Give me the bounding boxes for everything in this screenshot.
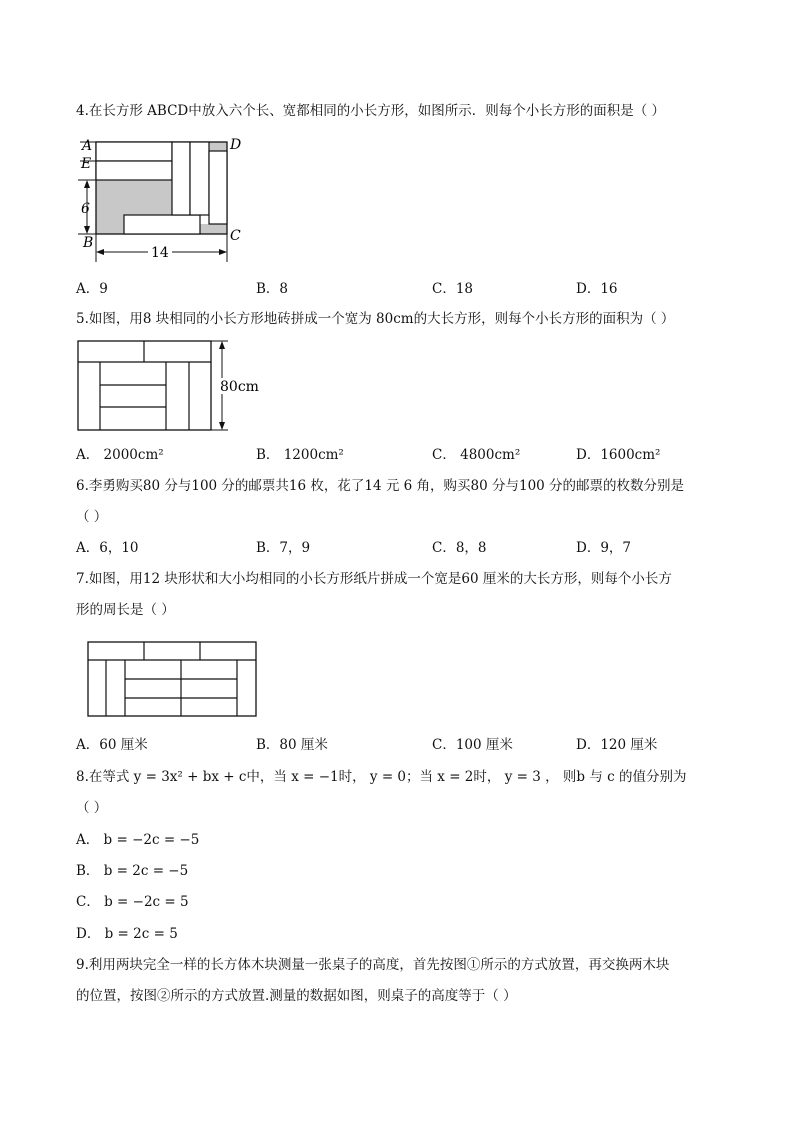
q7-stem-line2: 形的周长是（ ） — [76, 602, 175, 618]
q4-option-d: D．16 — [576, 281, 618, 297]
q7-option-a: A．60 厘米 — [76, 737, 148, 753]
q9-stem-line1: 9.利用两块完全一样的长方体木块测量一张桌子的高度，首先按图①所示的方式放置，再交换两木块 — [76, 957, 670, 973]
q5-stem: 5.如图，用8 块相同的小长方形地砖拼成一个宽为 80cm的大长方形，则每个小长方形的面积为（ ） — [76, 311, 675, 327]
q4-label-6: 6 — [81, 201, 90, 217]
q7-option-c: C．100 厘米 — [432, 737, 513, 753]
q8-option-d: D． b = 2c = 5 — [76, 926, 178, 942]
q6-option-a: A．6，10 — [76, 540, 139, 556]
q4-label-d: D — [230, 137, 242, 153]
q4-label-14: 14 — [151, 245, 169, 261]
q7-option-d: D．120 厘米 — [576, 737, 658, 753]
q5-option-d: D．1600cm² — [576, 447, 661, 463]
q8-stem-line2: （ ） — [76, 800, 108, 816]
q6-option-d: D．9，7 — [576, 540, 632, 556]
q4-option-c: C．18 — [432, 281, 474, 297]
q4-option-a: A．9 — [76, 281, 108, 297]
q4-label-b: B — [83, 235, 94, 251]
q4-option-b: B．8 — [256, 281, 289, 297]
q6-option-b: B．7，9 — [256, 540, 311, 556]
q8-stem-line1: 8.在等式 y = 3x² + bx + c中，当 x = −1时， y = 0；当 x = 2时， y = 3 ， 则b 与 c 的值分别为 — [76, 769, 687, 785]
q4-label-c: C — [230, 228, 241, 244]
q4-stem: 4.在长方形 ABCD中放入六个长、宽都相同的小长方形，如图所示．则每个小长方形的面积是（ ） — [76, 103, 666, 119]
q8-option-b: B． b = 2c = −5 — [76, 863, 189, 879]
q8-option-a: A． b = −2c = −5 — [76, 832, 200, 848]
q7-option-b: B．80 厘米 — [256, 737, 328, 753]
q4-label-a: A — [82, 138, 93, 154]
q4-label-e: E — [81, 156, 92, 172]
q5-option-b: B． 1200cm² — [256, 447, 344, 463]
q7-stem-line1: 7.如图，用12 块形状和大小均相同的小长方形纸片拼成一个宽是60 厘米的大长方形，则每个小长方 — [76, 571, 672, 587]
q6-option-c: C．8，8 — [432, 540, 487, 556]
q5-figure — [76, 338, 266, 433]
q5-label-80cm: 80cm — [220, 379, 259, 395]
q4-figure — [78, 134, 242, 264]
q6-stem-line2: （ ） — [76, 509, 108, 525]
q8-option-c: C． b = −2c = 5 — [76, 894, 189, 910]
q7-figure — [86, 640, 260, 720]
q5-option-c: C． 4800cm² — [432, 447, 521, 463]
q9-stem-line2: 的位置，按图②所示的方式放置.测量的数据如图，则桌子的高度等于（ ） — [76, 988, 517, 1004]
q6-stem-line1: 6.李勇购买80 分与100 分的邮票共16 枚，花了14 元 6 角，购买80 分与100 分的邮票的枚数分别是 — [76, 478, 685, 494]
q5-option-a: A． 2000cm² — [76, 447, 164, 463]
